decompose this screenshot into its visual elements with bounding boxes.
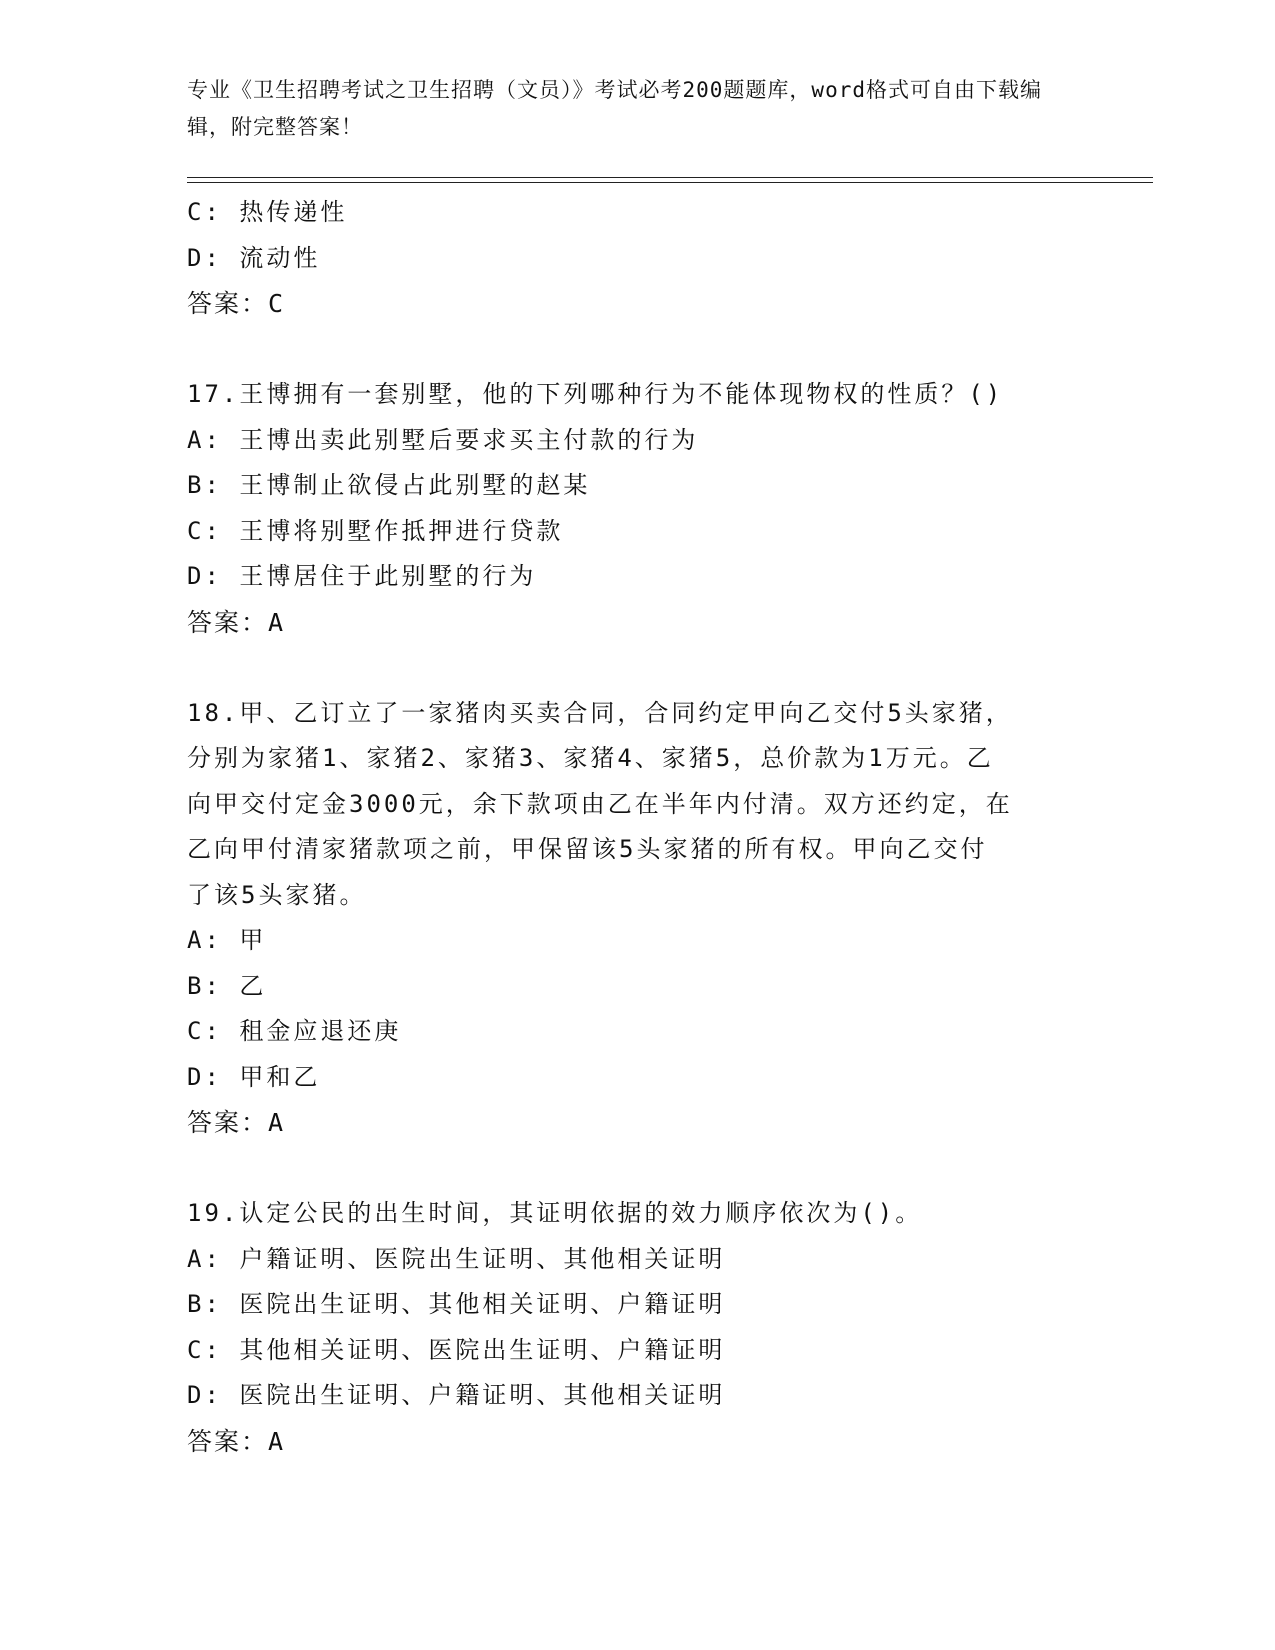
option-d: D: 王博居住于此别墅的行为: [187, 562, 537, 590]
header-divider-bottom: [187, 182, 1153, 183]
option-b: B: 医院出生证明、其他相关证明、户籍证明: [187, 1290, 726, 1318]
question-18-stem-line: 分别为家猪1、家猪2、家猪3、家猪4、家猪5，总价款为1万元。乙: [187, 744, 994, 772]
option-a: A: 甲: [187, 926, 267, 954]
option-c: C: 其他相关证明、医院出生证明、户籍证明: [187, 1335, 726, 1364]
option-a: A: 王博出卖此别墅后要求买主付款的行为: [187, 425, 699, 454]
option-d: D: 医院出生证明、户籍证明、其他相关证明: [187, 1381, 726, 1409]
answer-line: 答案：C: [187, 289, 286, 318]
answer-line: 答案：A: [187, 607, 286, 637]
option-b: B: 王博制止欲侵占此别墅的赵某: [187, 471, 591, 499]
option-c: C: 王博将别墅作抵押进行贷款: [187, 516, 564, 545]
option-c: C: 租金应退还庚: [187, 1017, 402, 1045]
question-19-stem: 19.认定公民的出生时间，其证明依据的效力顺序依次为()。: [187, 1199, 923, 1227]
option-b: B: 乙: [187, 971, 267, 1000]
question-18-stem-line: 乙向甲付清家猪款项之前，甲保留该5头家猪的所有权。甲向乙交付: [187, 835, 988, 863]
option-a: A: 户籍证明、医院出生证明、其他相关证明: [187, 1244, 726, 1273]
question-17-stem: 17.王博拥有一套别墅，他的下列哪种行为不能体现物权的性质？(): [187, 380, 1004, 408]
header-divider-top: [187, 177, 1153, 178]
question-18-stem-line: 了该5头家猪。: [187, 880, 367, 909]
option-c: C: 热传递性: [187, 198, 348, 226]
option-d: D: 流动性: [187, 243, 321, 272]
option-d: D: 甲和乙: [187, 1062, 321, 1091]
answer-line: 答案：A: [187, 1426, 286, 1456]
question-18-stem-line: 向甲交付定金3000元，余下款项由乙在半年内付清。双方还约定，在: [187, 789, 1013, 818]
answer-line: 答案：A: [187, 1108, 286, 1137]
document-header: 专业《卫生招聘考试之卫生招聘（文员）》考试必考200题题库，word格式可自由下载编辑，附完整答案！: [187, 78, 1042, 139]
question-18-stem-line: 18.甲、乙订立了一家猪肉买卖合同，合同约定甲向乙交付5头家猪，: [187, 698, 1013, 727]
document-body: [187, 190, 1087, 1464]
